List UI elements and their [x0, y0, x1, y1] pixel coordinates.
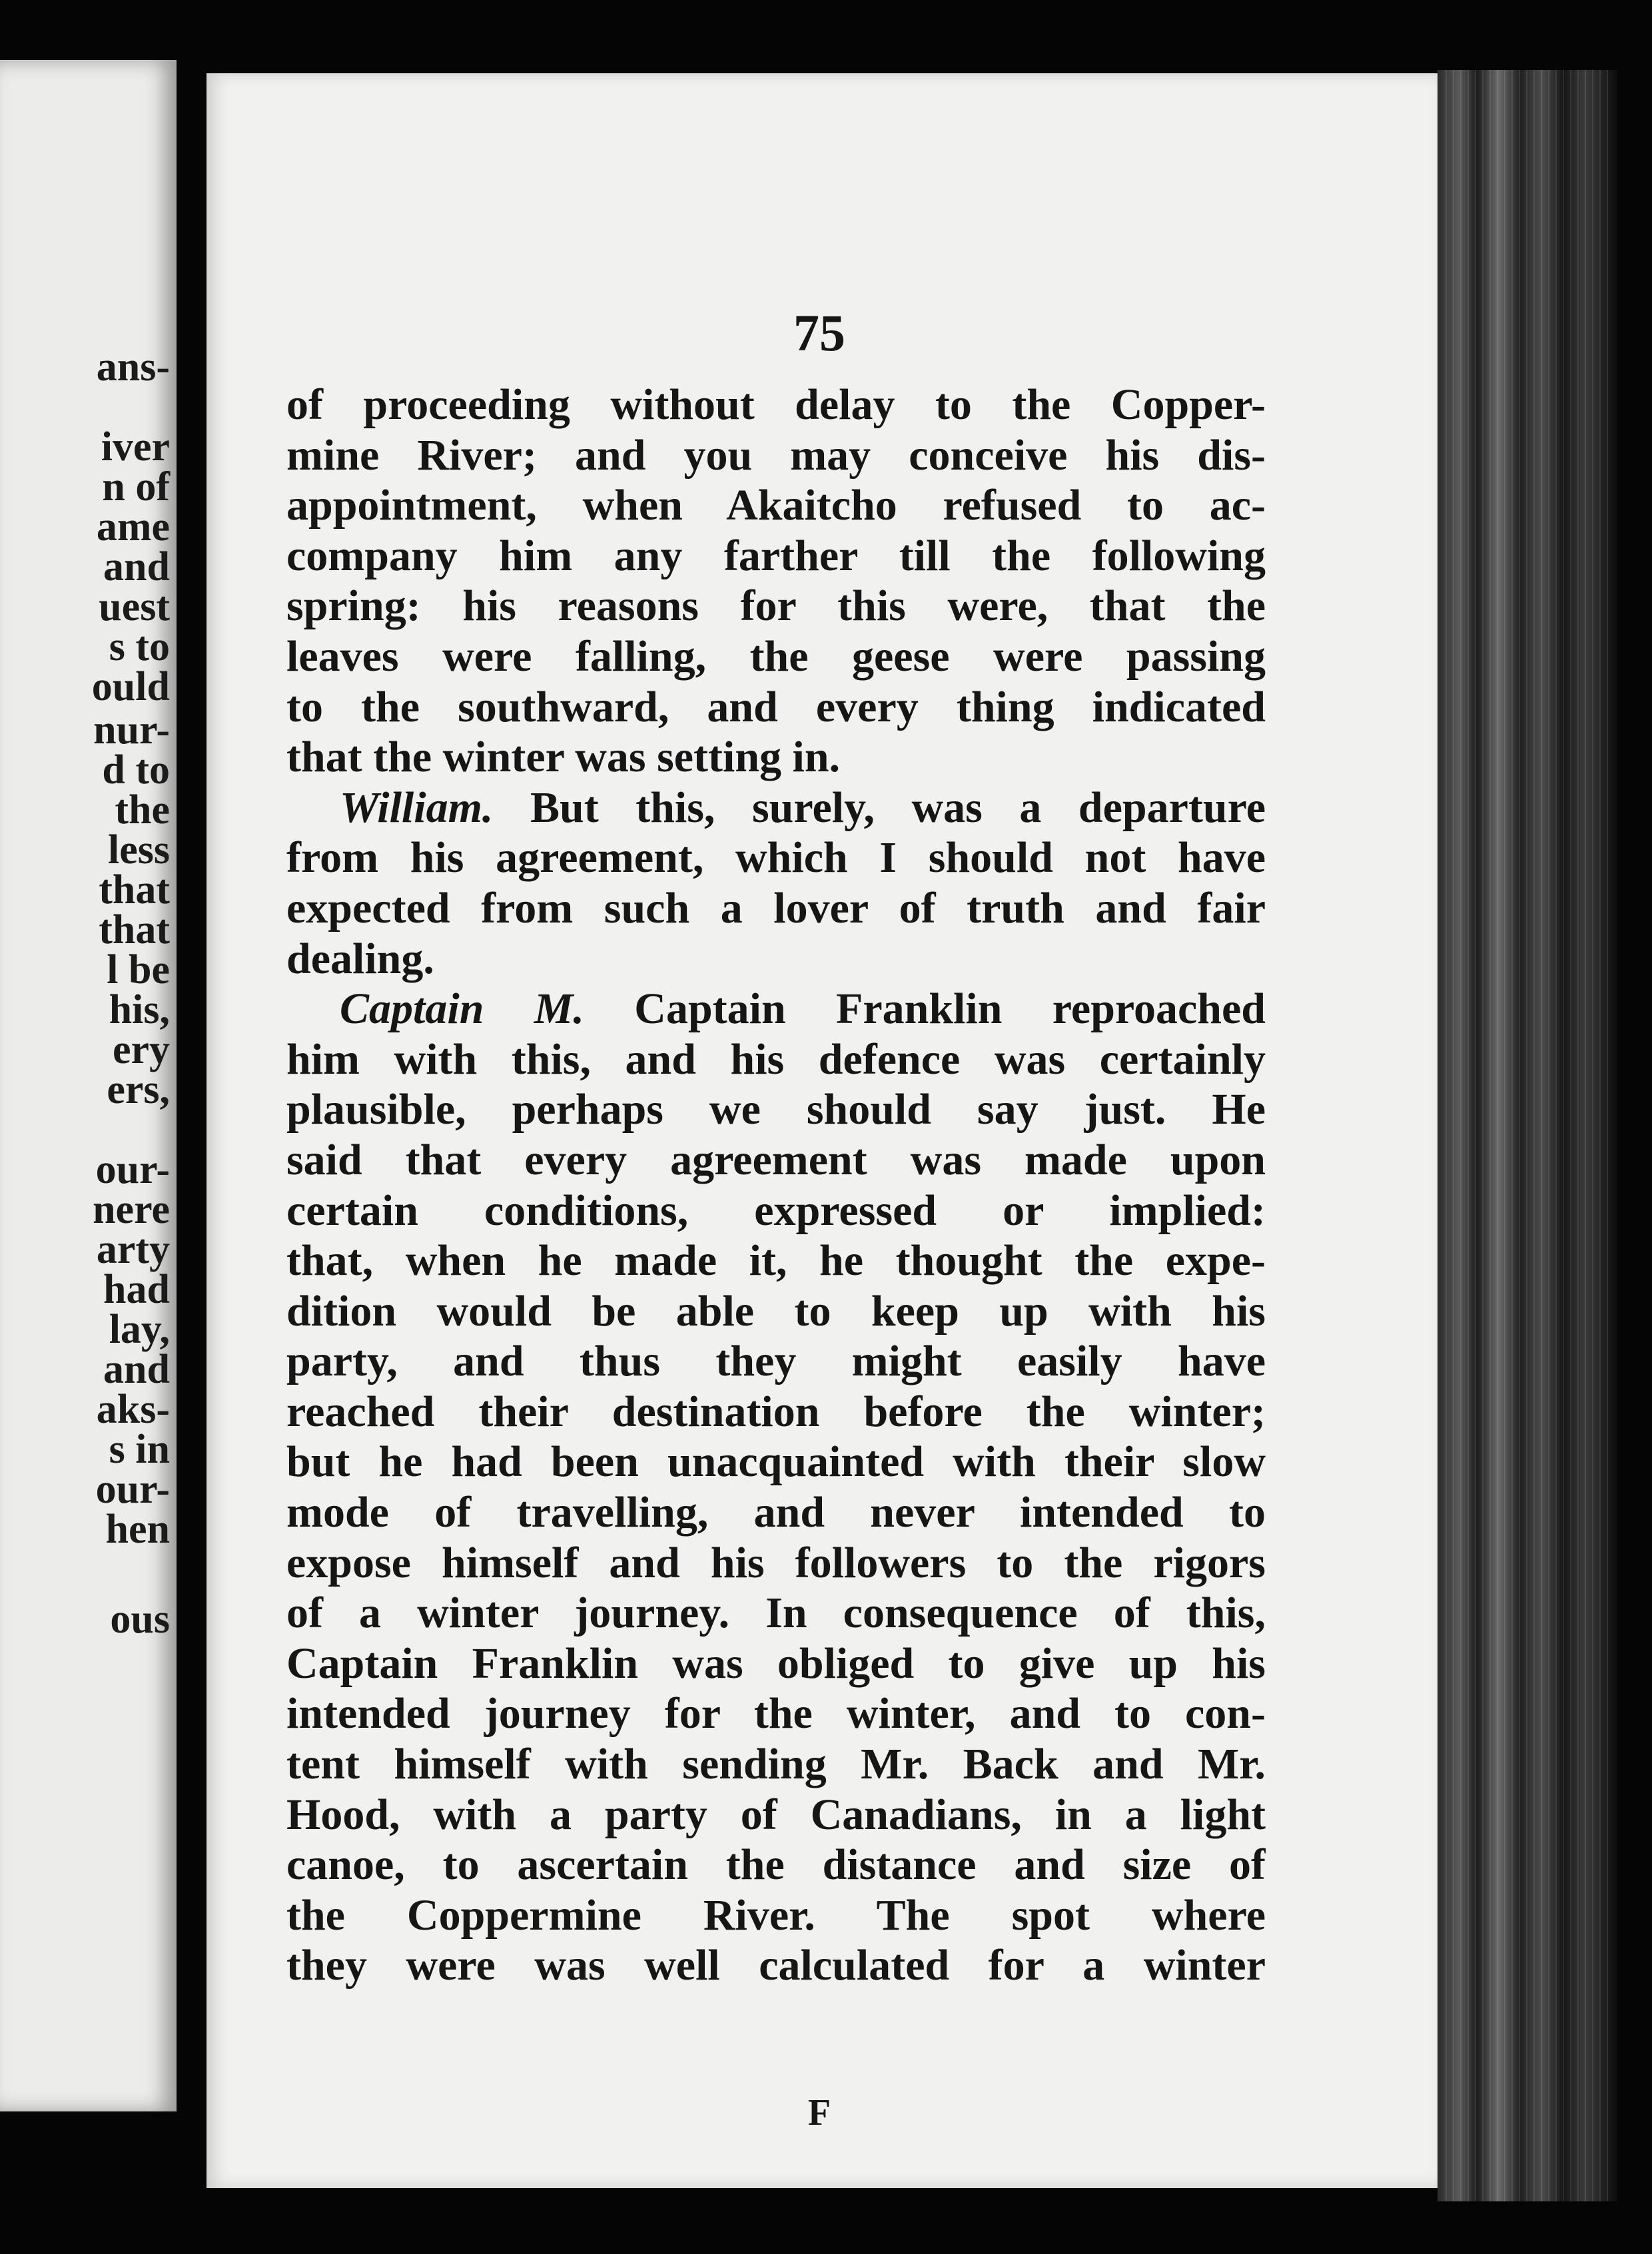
text-line: Hood, with a party of Canadians, in a light: [286, 1790, 1266, 1839]
left-page-line-fragment: ers,: [107, 1067, 170, 1112]
text-line: tent himself with sending Mr. Back and Mr.: [286, 1740, 1266, 1789]
text-line: certain conditions, expressed or implied:: [286, 1186, 1266, 1235]
left-page-line-fragment: iver: [101, 424, 170, 470]
text-line: from his agreement, which I should not have: [286, 833, 1266, 883]
left-page-line-fragment: that: [99, 907, 170, 952]
left-page-line-fragment: and: [103, 544, 170, 589]
text-line: to the southward, and every thing indicated: [286, 682, 1266, 731]
page-block-texture: [1446, 70, 1612, 2201]
page-body-text: [286, 380, 1266, 1991]
left-page-line-fragment: s in: [109, 1427, 170, 1472]
previous-page-edge: [0, 60, 177, 2111]
text-line: him with this, and his defence was certainly: [286, 1034, 1266, 1084]
left-page-line-fragment: d to: [102, 747, 170, 793]
left-page-line-fragment: arty: [96, 1227, 170, 1272]
line-text: Captain Franklin reproached: [634, 984, 1266, 1034]
speaker-name: William.: [340, 783, 494, 832]
page-number: 75: [793, 304, 845, 362]
text-line: leaves were falling, the geese were passing: [286, 631, 1266, 681]
text-line: reached their destination before the winter;: [286, 1387, 1266, 1436]
left-page-line-fragment: nere: [93, 1187, 170, 1232]
left-page-line-fragment: ans-: [96, 344, 170, 390]
left-page-line-fragment: that: [99, 867, 170, 913]
left-page-line-fragment: his,: [109, 987, 170, 1032]
text-line: of proceeding without delay to the Copper-: [286, 380, 1266, 429]
left-page-line-fragment: n of: [102, 464, 170, 510]
text-line: [286, 783, 1266, 833]
text-line: spring: his reasons for this were, that the: [286, 581, 1266, 631]
left-page-line-fragment: the: [115, 787, 170, 833]
text-line: dealing.: [286, 934, 434, 983]
text-line: expected from such a lover of truth and fair: [286, 883, 1266, 933]
left-page-line-fragment: ous: [110, 1597, 170, 1642]
left-page-line-fragment: ame: [96, 504, 170, 550]
left-page-line-fragment: hen: [105, 1507, 170, 1552]
text-line: appointment, when Akaitcho refused to ac-: [286, 481, 1266, 530]
text-line: that, when he made it, he thought the expe-: [286, 1236, 1266, 1286]
left-page-line-fragment: uest: [99, 584, 170, 629]
left-page-line-fragment: nur-: [93, 707, 170, 753]
text-line: company him any farther till the following: [286, 531, 1266, 580]
left-page-line-fragment: ould: [91, 664, 170, 709]
left-page-line-fragment: aks-: [96, 1387, 170, 1432]
left-page-line-fragment: lay,: [109, 1307, 170, 1352]
text-line: plausible, perhaps we should say just. He: [286, 1085, 1266, 1134]
text-line: but he had been unacquainted with their slow: [286, 1437, 1266, 1487]
text-line: the Coppermine River. The spot where: [286, 1890, 1266, 1940]
left-page-line-fragment: less: [108, 827, 170, 873]
left-page-line-fragment: ery: [112, 1027, 170, 1072]
text-line: that the winter was setting in.: [286, 733, 841, 782]
text-line: Captain Franklin was obliged to give up his: [286, 1639, 1266, 1688]
text-line: canoe, to ascertain the distance and size of: [286, 1840, 1266, 1890]
left-page-line-fragment: l be: [107, 947, 170, 992]
left-page-line-fragment: had: [103, 1267, 170, 1312]
text-line: intended journey for the winter, and to con-: [286, 1689, 1266, 1738]
text-line: party, and thus they might easily have: [286, 1337, 1266, 1386]
left-page-line-fragment: s to: [109, 624, 170, 669]
left-page-line-fragment: our-: [95, 1147, 170, 1192]
book-page: [206, 73, 1438, 2188]
text-line: mode of travelling, and never intended to: [286, 1488, 1266, 1537]
text-line: mine River; and you may conceive his dis-: [286, 430, 1266, 480]
text-line: they were was well calculated for a winter: [286, 1941, 1266, 1990]
book-gutter: [177, 0, 206, 2254]
left-page-line-fragment: and: [103, 1347, 170, 1392]
line-text: But this, surely, was a departure: [530, 783, 1266, 832]
text-line: dition would be able to keep up with his: [286, 1286, 1266, 1335]
text-line: said that every agreement was made upon: [286, 1135, 1266, 1184]
left-page-line-fragment: our-: [95, 1467, 170, 1512]
speaker-name: Captain M.: [340, 984, 584, 1034]
printer-signature-mark: F: [807, 2092, 831, 2133]
text-line: of a winter journey. In consequence of this,: [286, 1589, 1266, 1638]
text-line: [286, 984, 1266, 1034]
text-line: expose himself and his followers to the rigors: [286, 1538, 1266, 1587]
